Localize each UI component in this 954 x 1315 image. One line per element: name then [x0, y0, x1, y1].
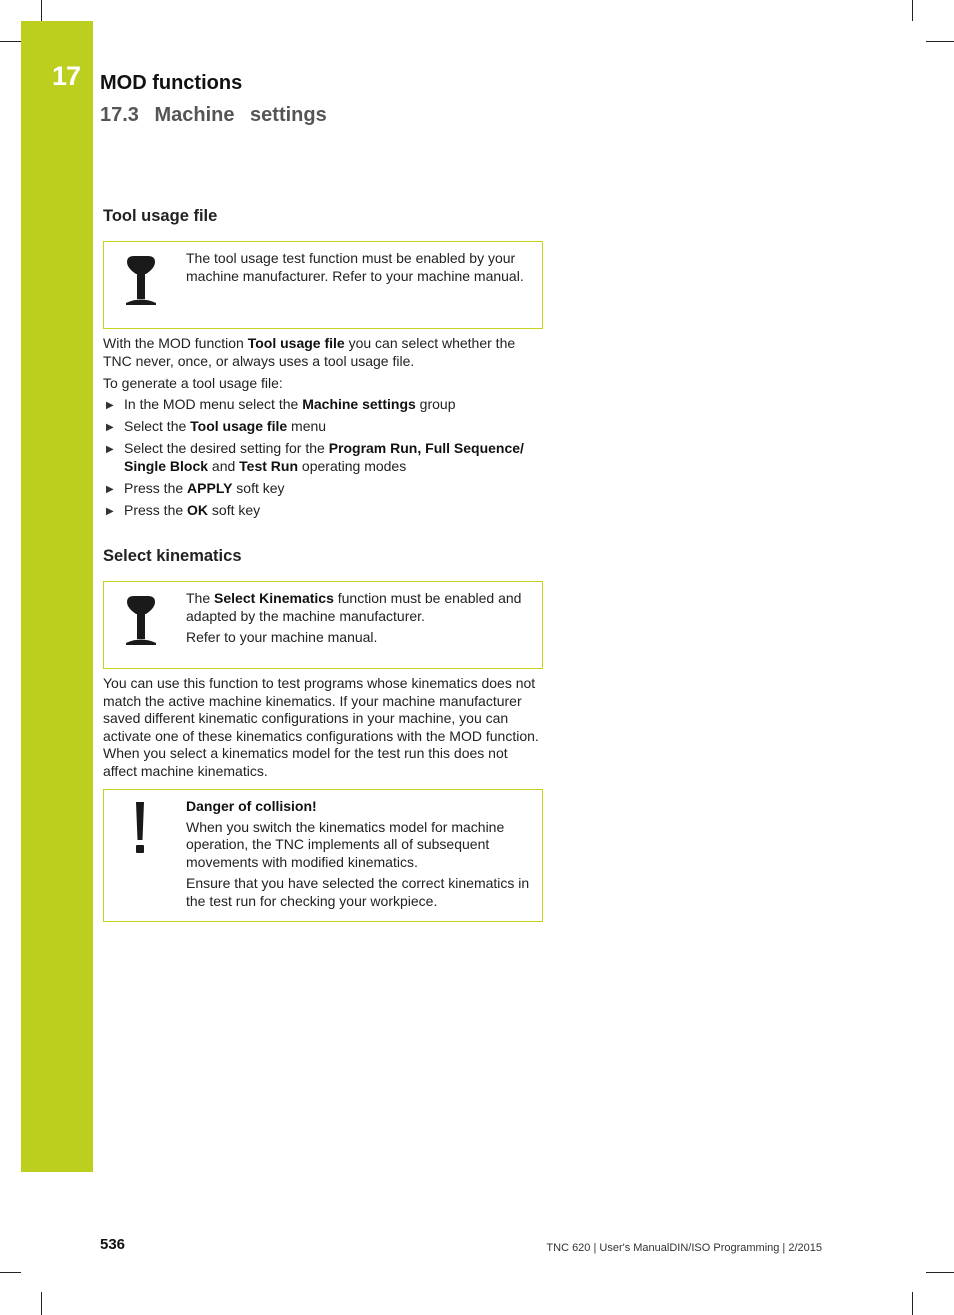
- note-box-manufacturer: [103, 241, 543, 329]
- crop-mark: [41, 0, 42, 21]
- page-number: 536: [100, 1236, 126, 1253]
- crop-mark: [912, 1292, 913, 1315]
- list-item: ▶ Select the Tool usage file menu: [103, 418, 543, 436]
- footer-reference: TNC 620 | User's ManualDIN/ISO Programming | 2/2015: [546, 1242, 822, 1254]
- section-title: 17.3 Machine settings: [100, 104, 327, 126]
- crop-mark: [926, 1272, 954, 1273]
- warning-paragraph: When you switch the kinematics model for machine operation, the TNC implements all of subsequent movements with modified kinematics.: [186, 818, 505, 870]
- warning-paragraph: Ensure that you have selected the correct kinematics in the test run for checking your workpiece.: [186, 875, 530, 909]
- arrow-icon: ▶: [106, 444, 114, 455]
- arrow-icon: ▶: [106, 422, 114, 433]
- chapter-number: 17: [52, 61, 81, 91]
- generate-label: To generate a tool usage file:: [103, 375, 283, 391]
- list-item: ▶ Press the APPLY soft key: [103, 480, 543, 498]
- note-box-kinematics: [103, 581, 543, 669]
- machine-manufacturer-icon: [122, 254, 162, 314]
- crop-mark: [41, 1292, 42, 1315]
- note-text: [186, 590, 534, 651]
- crop-mark: [0, 41, 21, 42]
- intro-paragraph: With the MOD function Tool usage file you can select whether the TNC never, once, or always uses a tool usage file.: [103, 335, 516, 369]
- list-item: ▶ Select the desired setting for the Program Run, Full Sequence/ Single Block and Test Run operating modes: [106, 440, 524, 474]
- note-line: The Select Kinematics function must be enabled and adapted by the machine manufacturer.: [186, 590, 522, 624]
- arrow-icon: ▶: [106, 505, 114, 517]
- warning-text: [186, 798, 534, 914]
- crop-mark: [912, 0, 913, 21]
- chapter-sidebar: [21, 21, 93, 1172]
- heading-select-kinematics: Select kinematics: [103, 547, 242, 565]
- note-line: Refer to your machine manual.: [186, 629, 378, 645]
- note-text: The tool usage test function must be enabled by your machine manufacturer. Refer to your machine manual.: [186, 250, 524, 284]
- chapter-title: MOD functions: [100, 72, 243, 94]
- warning-title: Danger of collision!: [186, 798, 317, 814]
- crop-mark: [926, 41, 954, 42]
- crop-mark: [0, 1272, 21, 1273]
- machine-manufacturer-icon: [122, 594, 162, 654]
- warning-exclamation-icon: [128, 800, 168, 860]
- list-item: ▶ In the MOD menu select the Machine settings group: [103, 396, 543, 414]
- kinematics-body: You can use this function to test programs whose kinematics does not match the active machine kinematics. If your machine manufacturer saved different kinematic configurations in your machine, you can activate one of these kinematics configurations with the MOD function. When you select a kinematics model for the test run this does not affect machine kinematics.: [103, 675, 539, 779]
- arrow-icon: ▶: [106, 483, 114, 495]
- steps-list: [103, 396, 543, 524]
- warning-box: [103, 789, 543, 922]
- list-item: ▶ Press the OK soft key: [103, 502, 543, 520]
- heading-tool-usage-file: Tool usage file: [103, 207, 218, 225]
- arrow-icon: ▶: [106, 400, 114, 411]
